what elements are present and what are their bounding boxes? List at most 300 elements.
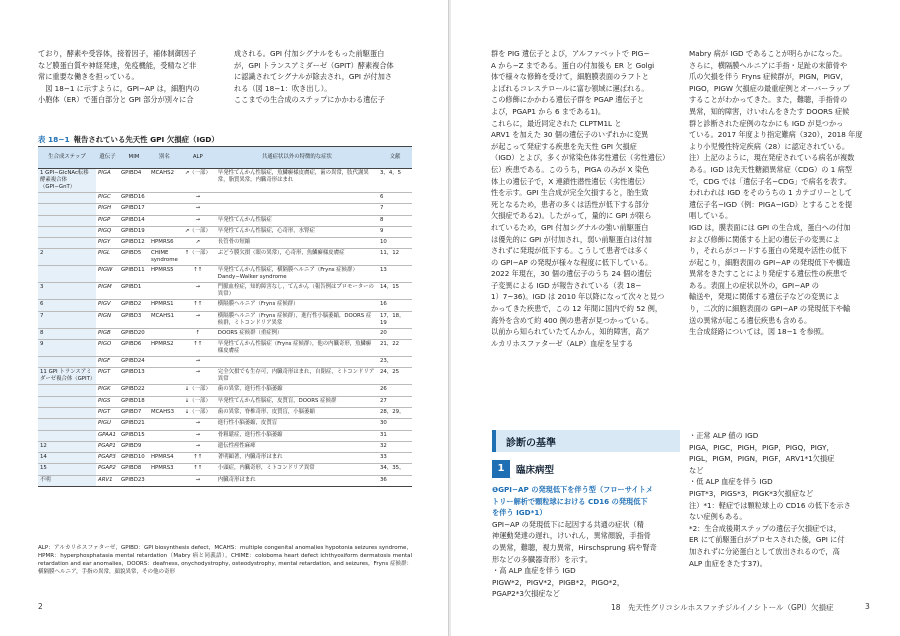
table-cell: PIGL <box>96 249 119 266</box>
page-number-left: 2 <box>38 602 43 611</box>
text-line: 群を PIG 遺伝子とよび，アルファベットで PIG− <box>491 49 650 58</box>
text-line: PIGL，PIGM，PIGN，PIGF，ARV1*1欠損症 <box>689 454 835 464</box>
table-cell: PIGS <box>96 396 119 407</box>
table-cell: GPIBD19 <box>119 226 149 237</box>
table-cell: 32 <box>378 441 412 452</box>
subsection-number: 1 <box>492 460 510 478</box>
text-line: われわれは IGD をそのうちの 1 カテゴリーとして <box>689 188 853 198</box>
table-cell: PIGA <box>96 169 119 193</box>
text-line: ・高 ALP 血症を伴う IGD <box>492 566 576 576</box>
table-cell: PIGB <box>96 328 119 339</box>
table-cell <box>216 193 378 204</box>
table-cell: GPIBD22 <box>119 385 149 396</box>
table-cell: → <box>180 215 216 226</box>
text-line: など膜蛋白質や神経発達，免疫機能，受精など非 <box>38 60 197 70</box>
table-cell: 9 <box>38 340 96 357</box>
table-cell: PIGK <box>96 385 119 396</box>
text-line: 成される。GPI 付加シグナルをもった前駆蛋白 <box>234 49 385 58</box>
table-cell: 17，18，19 <box>378 311 412 328</box>
table-cell: ↗（一部） <box>180 226 216 237</box>
text-line: PIGO，PIGW 欠損症の最重症例とオーバーラップ <box>689 83 850 93</box>
table-cell: CHIME syndrome <box>149 249 180 266</box>
table-cell: 3 <box>38 283 96 300</box>
table-row <box>38 215 412 226</box>
table-cell: 小頭症，内臓奇形，ミトコンドリア異常 <box>216 464 378 475</box>
table-cell: 7 <box>378 204 412 215</box>
table-cell: GPIBD5 <box>119 249 149 266</box>
table-cell: 8 <box>378 215 412 226</box>
text-line: の GPI−AP の発現が様々な程度に低下している。 <box>491 257 653 267</box>
table-cell: GPIBD20 <box>119 328 149 339</box>
table-cell: 33 <box>378 453 412 464</box>
table-header-cell: 共通症状以外の特徴的な症状 <box>216 147 378 169</box>
table-cell: 11，12 <box>378 249 412 266</box>
right-col-2-lower <box>689 430 867 569</box>
text-line: ており，酵素や受容体，接着因子，補体制御因子 <box>38 49 197 58</box>
text-line: に認識されてシグナルが除去され，GPI が付加さ <box>234 72 392 82</box>
text-line: 体で様々な修飾を受けて，細胞膜表面のラフトと <box>491 72 649 82</box>
table-cell: 27 <box>378 396 412 407</box>
table-header-cell: MIM <box>119 147 149 169</box>
table-cell: 2 <box>38 249 96 266</box>
table-cell <box>216 357 378 368</box>
table-cell: ↓（一部） <box>180 396 216 407</box>
table-cell: 横隔膜ヘルニア（Fryns 症候群），進行性小脳萎縮，DOORS 症候群，ミトコンドリア異常 <box>216 311 378 328</box>
table-cell: HPMRS4 <box>149 453 180 464</box>
table-cell: 早発性てんかん性脳症 <box>216 215 378 226</box>
table-cell: GPIBD24 <box>119 357 149 368</box>
table-cell: 34，35， <box>378 464 412 475</box>
text-line: ・正常 ALP 値の IGD <box>689 431 759 440</box>
table-cell <box>149 226 180 237</box>
text-line: 生合成経路については，図 18−1 を参照。 <box>689 327 829 337</box>
table-cell <box>149 475 180 486</box>
running-footer: 18 先天性グリコシルホスファチジルイノシトール（GPI）欠損症 <box>611 603 834 612</box>
table-row <box>38 430 412 441</box>
text-line: ここまでの生合成のステップにかかわる遺伝子 <box>234 95 385 105</box>
text-line: が起こって発症する疾患を先天性 GPI 欠損症 <box>491 141 637 151</box>
table-cell: 長管骨の短縮 <box>216 238 378 249</box>
table-cell: → <box>180 357 216 368</box>
table-cell: MCAHS2 <box>149 169 180 193</box>
text-line: で，CDG では「遺伝子名−CDG」で病名を表す。 <box>689 176 852 186</box>
table-cell <box>38 407 96 418</box>
table-row <box>38 226 412 237</box>
page-number-right: 3 <box>865 602 870 611</box>
text-line: 伝）疾患である。このうち，PIGA のみが X 染色 <box>491 164 650 174</box>
table-row <box>38 169 412 193</box>
table-cell <box>149 357 180 368</box>
text-line: よび，PGAP1 から 6 まである1)。 <box>491 106 606 116</box>
table-cell: 21，22 <box>378 340 412 357</box>
table-cell: GPIBD4 <box>119 169 149 193</box>
table-cell <box>149 396 180 407</box>
table-cell: 歯の異常，進行性小脳萎縮 <box>216 385 378 396</box>
table-cell <box>38 419 96 430</box>
table-header-cell: 別名 <box>149 147 180 169</box>
table-cell <box>149 193 180 204</box>
text-line: トリー解析で顆粒球における CD16 の発現低下 <box>492 496 648 506</box>
table-cell: 28，29， <box>378 407 412 418</box>
text-line: 1）7~36)。IGD は 2010 年以降になって次々と見つ <box>491 292 665 302</box>
table-cell: 9 <box>378 226 412 237</box>
text-line: 送の異常が起こる遺伝疾患も含める。 <box>689 315 812 325</box>
table-cell: 14 <box>38 453 96 464</box>
table-cell: 歯の異常，脊椎奇形，皮質盲，小脳萎縮 <box>216 407 378 418</box>
text-line: 唱している。 <box>689 211 733 221</box>
table-cell: GPIBD14 <box>119 215 149 226</box>
table-row <box>38 238 412 249</box>
text-line: 子変異による IGD が報告されている（表 18− <box>491 280 642 290</box>
table-cell: 36 <box>378 475 412 486</box>
table-header-cell: ALP <box>180 147 216 169</box>
table-cell: GPIBD8 <box>119 464 149 475</box>
left-page <box>0 0 449 636</box>
table-cell <box>38 385 96 396</box>
table-cell: PGAP1 <box>96 441 119 452</box>
table-cell <box>149 204 180 215</box>
table-row <box>38 193 412 204</box>
table-cell <box>216 204 378 215</box>
table-cell: 6 <box>38 300 96 311</box>
table-cell: ↗ <box>180 238 216 249</box>
table-row <box>38 311 412 328</box>
table-cell: 早発性てんかん性脳症，皮質盲，DOORS 症候群 <box>216 396 378 407</box>
table-cell <box>149 419 180 430</box>
table-row <box>38 396 412 407</box>
table-cell: PGAP3 <box>96 453 119 464</box>
text-line: 常に重要な働きを担っている。 <box>38 72 139 82</box>
text-line: 加されずに分泌蛋白として放出されるので，高 <box>689 546 840 556</box>
table-cell: HPMRS2 <box>149 340 180 357</box>
text-line: れる（図 18−1：吹き出し）。 <box>234 83 332 93</box>
text-line: ・低 ALP 血症を伴う IGD <box>689 477 773 487</box>
text-line: IGD は，膜表面には GPI の生合成，蛋白への付加 <box>689 222 851 232</box>
table-row <box>38 419 412 430</box>
table-cell: GPAA1 <box>96 430 119 441</box>
text-line: 2022 年現在，30 個の遺伝子のうち 24 個の遺伝 <box>491 269 652 279</box>
text-line: 形などの多臓器奇形）を示す。 <box>492 554 593 564</box>
table-cell: HPMRS3 <box>149 464 180 475</box>
table-cell: MCAHS3 <box>149 407 180 418</box>
table-row <box>38 441 412 452</box>
table-cell: PIGQ <box>96 226 119 237</box>
text-line: 遺伝子名−IGD（例：PIGA−IGD）とすることを提 <box>689 199 853 209</box>
table-header-cell: 遺伝子 <box>96 147 119 169</box>
table-number: 表 18−1 <box>38 135 70 144</box>
table-cell: GPIBD21 <box>119 419 149 430</box>
table-cell: 不明 <box>38 475 96 486</box>
text-line: 異常をきたすことにより発症する遺伝性の疾患で <box>689 269 848 279</box>
text-line: 異常，知的障害，けいれんをきたす DOORS 症候 <box>689 106 850 116</box>
text-line: ある。表面上の症状以外の，GPI−AP の <box>689 280 819 290</box>
table-cell: → <box>180 204 216 215</box>
text-line: PIGA，PIGC，PIGH，PIGP，PIGQ，PIGY， <box>689 442 834 452</box>
left-col-1 <box>38 48 221 106</box>
table-cell: 13 <box>378 266 412 283</box>
table-cell: 11 GPI トランスアミダーゼ複合体（GPIT） <box>38 368 96 385</box>
table-cell <box>38 238 96 249</box>
table-cell: 早発性てんかん性脳症，魚鱗癬様皮膚症，歯の異常，肢代謝異常，脂質異常，内臓奇形はまれ <box>216 169 378 193</box>
text-line: を伴う IGD*1） <box>492 508 547 518</box>
table-cell: 内臓奇形はまれ <box>216 475 378 486</box>
table-cell: PIGW <box>96 266 119 283</box>
text-line: かってきた疾患で，この 12 年間に国内で約 52 例， <box>491 304 663 314</box>
table-cell: 1 GPI−GlcNAc転移酵素複合体（GPI−GnT） <box>38 169 96 193</box>
igd-table <box>38 146 412 487</box>
text-line: 小胞体（ER）で蛋白部分と GPI 部分が別々に合 <box>38 95 194 105</box>
table-cell: PIGO <box>96 340 119 357</box>
table-header-cell: 生合成ステップ <box>38 147 96 169</box>
table-cell: PIGY <box>96 238 119 249</box>
table-cell: → <box>180 283 216 300</box>
text-line: 輸送や，発現に関係する遺伝子などの変異によ <box>689 292 840 302</box>
table-cell: 遺伝性痙性麻痺 <box>216 441 378 452</box>
text-line: （IGD）とよび，多くが常染色体劣性遺伝（劣性遺伝） <box>491 153 670 163</box>
table-cell <box>149 385 180 396</box>
text-line: り，それらがコードする蛋白の発現や活性の低下 <box>689 246 847 256</box>
table-cell <box>149 430 180 441</box>
table-cell: GPIBD7 <box>119 407 149 418</box>
table-cell: → <box>180 193 216 204</box>
table-cell: → <box>180 430 216 441</box>
table-cell <box>38 204 96 215</box>
table-cell: GPIBD2 <box>119 300 149 311</box>
table-cell: PIGU <box>96 419 119 430</box>
text-line: PIGW*2，PIGV*2，PIGB*2，PIGO*2， <box>492 577 625 587</box>
table-cell: GPIBD1 <box>119 283 149 300</box>
text-line: ARV1 を加えた 30 個の遺伝子のいずれかに変異 <box>491 130 649 140</box>
table-row <box>38 283 412 300</box>
text-line: など <box>689 465 704 475</box>
table-row <box>38 368 412 385</box>
text-line: PIGT*3，PIGS*3，PIGK*3欠損症など <box>689 488 814 498</box>
table-cell: PIGH <box>96 204 119 215</box>
right-page <box>451 0 900 636</box>
table-cell <box>38 430 96 441</box>
table-cell: PIGF <box>96 357 119 368</box>
table-cell: PIGN <box>96 311 119 328</box>
section-title: 診断の基準 <box>506 438 556 449</box>
table-cell: GPIBD9 <box>119 441 149 452</box>
table-cell: ↑↑ <box>180 300 216 311</box>
table-cell: GPIBD12 <box>119 238 149 249</box>
text-line: 神運動発達の遅れ，けいれん，異常顔貌，手指骨 <box>492 531 651 541</box>
table-row <box>38 300 412 311</box>
table-cell: 3，4，5 <box>378 169 412 193</box>
table-row <box>38 453 412 464</box>
table-cell <box>149 441 180 452</box>
text-line: これらに，最近同定された CLPTM1L と <box>491 118 622 128</box>
table-cell: PIGP <box>96 215 119 226</box>
table-cell: ↗（一部） <box>180 169 216 193</box>
table-row <box>38 357 412 368</box>
table-cell: → <box>180 368 216 385</box>
table-cell: 6 <box>378 193 412 204</box>
table-cell <box>149 283 180 300</box>
text-line: ER にて前駆蛋白がプロセスされた後，GPI に付 <box>689 535 845 545</box>
table-title <box>38 134 219 145</box>
table-cell: GPIBD11 <box>119 266 149 283</box>
table-row <box>38 340 412 357</box>
text-line: ルカリホスファターゼ（ALP）血症を呈する <box>491 338 634 348</box>
text-line: より小児慢性特定疾病（28）に認定されている。 <box>689 141 850 151</box>
table-cell: 12 <box>38 441 96 452</box>
table-row <box>38 407 412 418</box>
table-cell: GPIBD6 <box>119 340 149 357</box>
table-cell <box>38 215 96 226</box>
table-cell <box>38 226 96 237</box>
right-col-1-lower <box>492 484 678 600</box>
text-line: することがわかってきた。また，難聴，手指骨の <box>689 95 848 105</box>
table-cell: 31 <box>378 430 412 441</box>
subsection-title: 臨床病型 <box>516 465 555 476</box>
right-col-1 <box>491 48 676 349</box>
table-cell: GPIBD13 <box>119 368 149 385</box>
subsection-heading <box>492 460 680 478</box>
table-cell: PIGC <box>96 193 119 204</box>
text-line: ない症例もある。 <box>689 512 747 522</box>
table-cell: 14，15 <box>378 283 412 300</box>
table-body <box>38 169 412 487</box>
table-cell: DOORS 症候群（重症例） <box>216 328 378 339</box>
text-line: 注）*1：軽症では顆粒球上の CD16 の低下を示さ <box>689 500 851 510</box>
table-cell: ARV1 <box>96 475 119 486</box>
table-cell: HPMRS6 <box>149 238 180 249</box>
table-cell: GPIBD3 <box>119 311 149 328</box>
text-line: 死となるため，患者の多くは活性が低下する部分 <box>491 199 649 209</box>
table-cell: GPIBD17 <box>119 204 149 215</box>
table-row <box>38 204 412 215</box>
table-cell: → <box>180 475 216 486</box>
table-cell: ↑（一部） <box>180 249 216 266</box>
table-cell: ↑↑ <box>180 453 216 464</box>
text-line: *2：生合成後期ステップの遺伝子欠損症では， <box>689 523 841 533</box>
text-line: ある。IGD は先天性糖鎖異常症（CDG）の 1 病型 <box>689 164 852 174</box>
table-header-cell: 文献 <box>378 147 412 169</box>
table-cell <box>38 396 96 407</box>
left-col-2 <box>234 48 414 106</box>
text-line: A から−Z まである。蛋白の付加後も ER と Golgi <box>491 60 655 70</box>
table-cell: → <box>180 419 216 430</box>
table-cell: GPIBD10 <box>119 453 149 464</box>
text-line: 爪の欠損を伴う Fryns 症候群が，PIGN，PIGV， <box>689 72 848 82</box>
text-line: 以前から知られていたてんかん，知的障害，高ア <box>491 327 650 337</box>
table-cell: 30 <box>378 419 412 430</box>
table-cell: PIGT <box>96 407 119 418</box>
right-col-2 <box>689 48 865 338</box>
table-cell: ↑↑ <box>180 464 216 475</box>
table-caption: 報告されている先天性 GPI 欠損症（IGD） <box>73 135 219 144</box>
text-line: 海外を含めて約 400 例の患者が見つかっている。 <box>491 315 654 325</box>
table-cell <box>149 328 180 339</box>
table-cell: ↓（一部） <box>180 407 216 418</box>
table-cell: 26 <box>378 385 412 396</box>
text-line: Mabry 病が IGD であることが明らかになった。 <box>689 49 847 58</box>
text-line: り，二次的に細胞表面の GPI−AP の発現低下や輸 <box>689 304 851 314</box>
table-cell: PIGT <box>96 368 119 385</box>
section-heading <box>492 430 680 452</box>
table-cell: 20 <box>378 328 412 339</box>
table-cell: 早発性てんかん性脳症，心奇形，水腎症 <box>216 226 378 237</box>
text-line: PGAP2*3欠損症など <box>492 589 560 599</box>
table-cell: → <box>180 441 216 452</box>
table-cell: HPMRS1 <box>149 300 180 311</box>
text-line: されずに発現が低下する。こうして患者では多く <box>491 246 650 256</box>
table-row <box>38 328 412 339</box>
text-line: ている。2017 年度より指定難病（320），2018 年度 <box>689 130 863 140</box>
table-cell: 16 <box>378 300 412 311</box>
table-cell: PIGV <box>96 300 119 311</box>
table-row <box>38 385 412 396</box>
table-row <box>38 266 412 283</box>
text-line: 欠損症である2)。したがって，量的に GPI が限ら <box>491 211 652 221</box>
table-cell: → <box>180 311 216 328</box>
table-cell: 15 <box>38 464 96 475</box>
table-header-row <box>38 147 412 169</box>
table-cell <box>38 357 96 368</box>
table-cell: ↑↑ <box>180 340 216 357</box>
text-line: ALP 血症をきたす37)。 <box>689 558 767 568</box>
text-line: ❶GPI−AP の発現低下を伴う型（フローサイトメ <box>492 485 653 494</box>
text-line: 群と診断された症例のなかにも IGD が見つかっ <box>689 118 844 128</box>
table-cell: 門脈血栓症，知的障害なし，てんかん（報告例はプロモーターの異常） <box>216 283 378 300</box>
table-cell: 骨粗鬆症，進行性小脳萎縮 <box>216 430 378 441</box>
text-line: および修飾に関係する上記の遺伝子の変異によ <box>689 234 840 244</box>
table-cell: MCAHS1 <box>149 311 180 328</box>
text-line: よばれるコレステロールに富む領域に運ばれる。 <box>491 83 649 93</box>
table-cell: 完全欠損でも生存可，内臓奇形はまれ，自閉症，ミトコンドリア異常 <box>216 368 378 385</box>
table-cell <box>38 266 96 283</box>
table-cell: 横隔膜ヘルニア（Fryns 症候群） <box>216 300 378 311</box>
table-cell: 早発性てんかん性脳症，横隔膜ヘルニア（Fryns 症候群）Dandy−Walker syndrome <box>216 266 378 283</box>
table-cell: 10 <box>378 238 412 249</box>
table-row <box>38 464 412 475</box>
text-line: が，GPI トランスアミダーゼ（GPIT）酵素複合体 <box>234 60 394 70</box>
text-line: 体上の遺伝子で，X 連鎖性潜性遺伝（劣性遺伝） <box>491 176 650 186</box>
table-cell: 7 <box>38 311 96 328</box>
table-cell: HPMRS5 <box>149 266 180 283</box>
table-cell <box>149 215 180 226</box>
table-cell: GPIBD16 <box>119 193 149 204</box>
table-cell: GPIBD18 <box>119 396 149 407</box>
text-line: れているため，GPI 付加シグナルの強い前駆蛋白 <box>491 222 649 232</box>
table-cell: PIGM <box>96 283 119 300</box>
text-line: さらに，横隔膜ヘルニアに手指・足趾の末節骨や <box>689 60 848 70</box>
table-cell: GPIBD23 <box>119 475 149 486</box>
table-cell: 進行性小脳萎縮，皮質盲 <box>216 419 378 430</box>
table-cell: GPIBD15 <box>119 430 149 441</box>
text-line: の異常，難聴，視力異常，Hirschsprung 病や腎奇 <box>492 542 657 552</box>
table-cell <box>38 193 96 204</box>
table-cell: 23， <box>378 357 412 368</box>
table-cell: ぶどう膜欠損（眼の異常），心奇形，魚鱗癬様皮膚症 <box>216 249 378 266</box>
text-line: は優先的に GPI が付加され，弱い前駆蛋白は付加 <box>491 234 652 244</box>
table-cell: 著明顕著，内臓奇形はまれ <box>216 453 378 464</box>
table-cell: 24，25 <box>378 368 412 385</box>
table-row <box>38 249 412 266</box>
table-cell: PGAP2 <box>96 464 119 475</box>
table-cell: ↑ <box>180 328 216 339</box>
text-line: 注）上記のように，現在発症されている病名が複数 <box>689 153 855 163</box>
text-line: 性を示す。GPI 生合成が完全欠損すると，胎生致 <box>491 188 649 198</box>
table-row <box>38 475 412 486</box>
text-line: GPI−AP の発現低下に起因する共通の症状（精 <box>492 519 644 529</box>
text-line: が起こり，細胞表面の GPI−AP の発現低下や構造 <box>689 257 851 267</box>
text-line: この修飾にかかわる遺伝子群を PGAP 遺伝子と <box>491 95 645 105</box>
table-notes: ALP：アルカリホスファターゼ，GPIBD：GPI biosynthesis defect，MCAHS：multiple congenital anomalies hypotonia seizures syndrome，HPMR：hyperphosphatasia mental retardation（Mabry 病と同義語），CHIME：coloboma heart defect ichthyosiform dermatosis mental retardation and ear anomalies，DOORS：deafness, onychodystrophy, osteodystrophy, mental retardation, and seizures，Fryns 症候群：横隔膜ヘルニア，手指の異常，顔貌異常，その他の奇形 <box>38 545 412 575</box>
table-cell: 8 <box>38 328 96 339</box>
